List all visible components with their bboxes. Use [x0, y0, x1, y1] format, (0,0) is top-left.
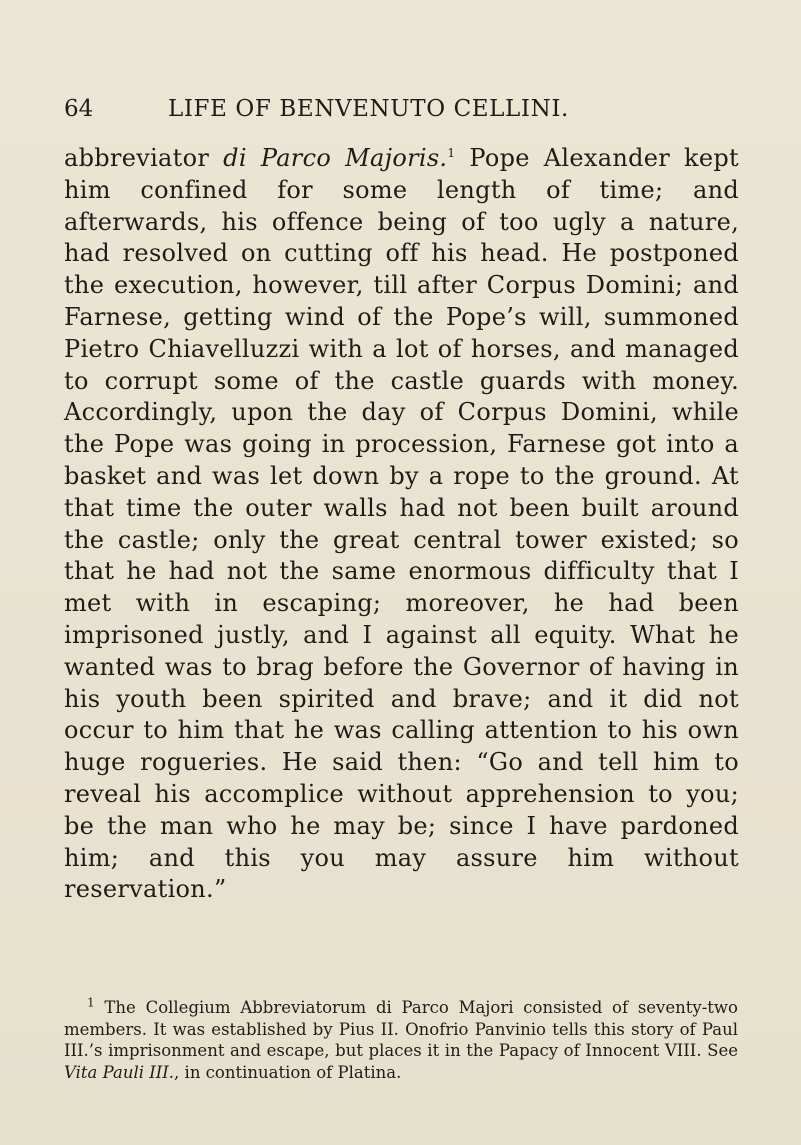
main-paragraph	[64, 143, 739, 906]
footnote	[64, 997, 738, 1083]
running-title: LIFE OF BENVENUTO CELLINI.	[168, 96, 569, 122]
body-text-segment: abbreviator	[64, 144, 224, 172]
footnote-text: , in continuation of Platina.	[174, 1062, 402, 1082]
page-header	[64, 96, 734, 132]
body-text-segment: Pope Alexander kept him confined for some length of time; and afterwards, his offence being of too ugly a nature, had resolved on cutting off his head. He postponed the execution, however, till after Corpus Domini; and Farnese, getting wind of the Pope’s will, summoned Pietro Chiavelluzzi with a lot of horses, and managed to corrupt some of the castle guards with money. Accordingly, upon the day of Corpus Domini, while the Pope was going in procession, Farnese got into a basket and was let down by a rope to the ground. At that time the outer walls had not been built around the castle; only the great central tower existed; so that he had not the same enormous difficulty that I met with in escaping; moreover, he had been imprisoned justly, and I against all equity. What he wanted was to brag before the Governor of having in his youth been spirited and brave; and it did not occur to him that he was calling attention to his own huge rogueries. He said then: “Go and tell him to reveal his accomplice without apprehension to you; be the man who he may be; since I have pardoned him; and this you may assure him without reservation.”	[64, 144, 739, 904]
body-text-italic: di Parco Majoris.	[223, 144, 448, 172]
footnote-text: The Collegium Abbreviatorum di Parco Majori consisted of seventy-two members. It was established by Pius II. Onofrio Panvinio tells this story of Paul III.’s imprisonment and escape, but places it in the Papacy of Innocent VIII. See	[64, 998, 738, 1060]
footnote-marker: 1	[87, 995, 95, 1010]
footnote-italic: Vita Pauli III.	[64, 1062, 175, 1082]
footnote-reference[interactable]: 1	[447, 146, 456, 160]
page-number: 64	[64, 96, 94, 122]
